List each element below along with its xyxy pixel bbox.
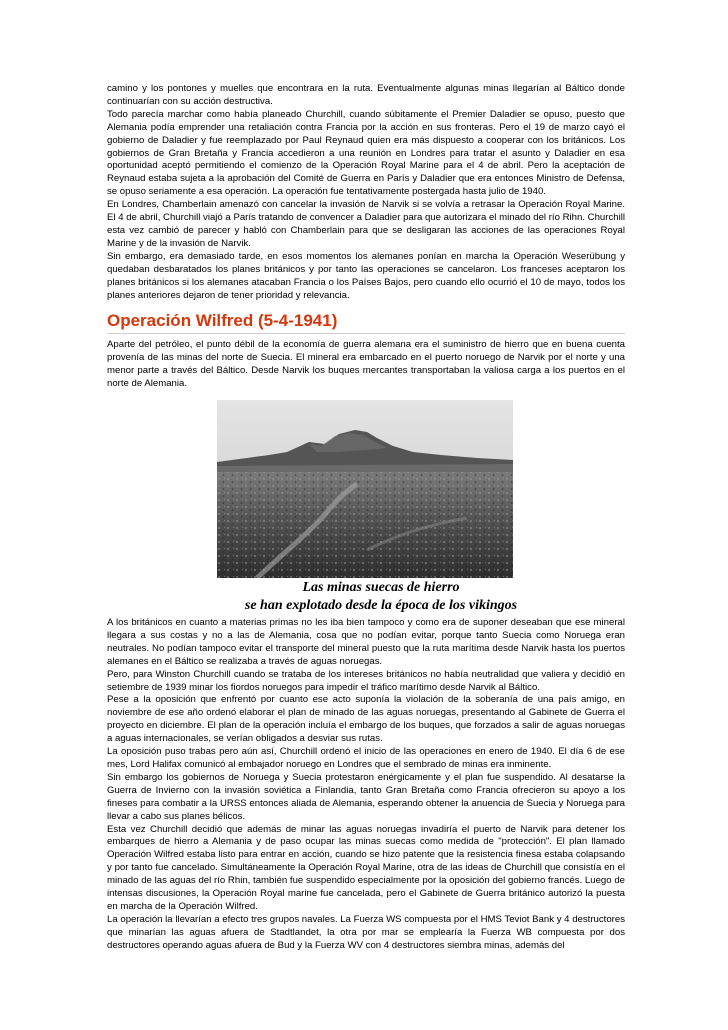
paragraph: En Londres, Chamberlain amenazó con cancelar la invasión de Narvik si se volvía a retrasar la Operación Royal Marine. El 4 de abril, Churchill viajó a París tratando de convencer a Daladier para que autorizara el minado del río Rihn. Churchill esta vez cambió de parecer y habló con Chamberlain para que se desligaran las acciones de las operaciones Royal Marine y de la invasión de Narvik. — [107, 199, 625, 249]
document-page — [107, 83, 625, 953]
mountain-landscape-photo — [217, 400, 513, 578]
figure — [107, 400, 625, 615]
top-text-block — [107, 83, 625, 302]
caption-line: se han explotado desde la época de los vikingos — [244, 598, 518, 614]
paragraph: La oposición puso trabas pero aún así, Churchill ordenó el inicio de las operaciones en enero de 1940. El día 6 de ese mes, Lord Halifax comunicó al embajador noruego en Londres que el sembrado de minas era inminente. — [107, 746, 625, 770]
figure-caption — [107, 579, 625, 615]
paragraph: camino y los pontones y muelles que encontrara en la ruta. Eventualmente algunas minas llegarían al Báltico donde continuarían con su acción destructiva. — [107, 83, 625, 107]
paragraph: Esta vez Churchill decidió que además de minar las aguas noruegas invadiría el puerto de Narvik para detener los embarques de hierro a Alemania y de paso ocupar las minas suecas como medida de "protección". El plan llamado Operación Wilfred estaba listo para entrar en acción, cuando se hizo patente que la resistencia finesa estaba colapsando y por tanto fue cancelado. Simultáneamente la Operación Royal Marine, otra de las ideas de Churchill que consistía en el minado de las aguas del río Rhin, también fue suspendido especialmente por la oposición del gobierno francés. Luego de intensas discusiones, la Operación Royal marine fue cancelada, pero el Gabinete de Guerra británico autorizó la puesta en marcha de la Operación Wilfred. — [107, 823, 625, 912]
paragraph: Todo parecía marchar como había planeado Churchill, cuando súbitamente el Premier Daladier se opuso, puesto que Alemania podía emprender una retaliación contra Francia por la acción en sus fronteras. Pero el 19 de marzo cayó el gobierno de Daladier y fue reemplazado por Paul Reynaud quien era más dispuesto a cooperar con los británicos. Los gobiernos de Gran Bretaña y Francia accedieron a una reunión en Londres para tratar el asunto y Daladier en esa oportunidad aceptó permitiendo el comienzo de la Operación Royal Marine para el 4 de abril. Pero la aceptación de Reynaud estaba sujeta a la aprobación del Comité de Guerra en París y Daladier que era entonces Ministro de Defensa, se opuso seriamente a esa operación. La operación fue tentativamente postergada hasta julio de 1940. — [107, 108, 625, 198]
paragraph: Sin embargo los gobiernos de Noruega y Suecia protestaron enérgicamente y el plan fue suspendido. Al desatarse la Guerra de Invierno con la invasión soviética a Finlandia, tanto Gran Bretaña como Francia ofrecieron su apoyo a los fineses para combatir a la URSS entonces aliada de Alemania, esperando obtener la anuencia de Suecia y Noruega para llevar a cabo sus planes bélicos. — [107, 771, 625, 822]
paragraph: Pero, para Winston Churchill cuando se trataba de los intereses británicos no había neutralidad que valiera y decidió en setiembre de 1939 minar los fiordos noruegos para impedir el tráfico marítimo desde Narvik al Báltico. — [107, 668, 625, 693]
paragraph: A los británicos en cuanto a materias primas no les iba bien tampoco y como era de suponer deseaban que ese mineral llegara a sus costas y no a las de Alemania, cosa que no podían evitar, porque tanto Suecia como Noruega eran neutrales. No podían tampoco evitar el transporte del mineral puesto que la ruta marítima desde Narvik hasta los puertos alemanes en el Báltico se realizaba a través de aguas noruegas. — [107, 617, 625, 667]
paragraph: Sin embargo, era demasiado tarde, en esos momentos los alemanes ponían en marcha la Operación Weserübung y quedaban desbaratados los planes británicos y por tanto las operaciones se cancelaron. Los franceses aceptaron los planes británicos si los alemanes atacaban Francia o los Países Bajos, pero cuando ello ocurrió el 10 de mayo, todos los planes anteriores dejaron de tener prioridad y relevancia. — [107, 250, 625, 301]
caption-line: Las minas suecas de hierro — [302, 580, 460, 596]
bottom-text-block — [107, 617, 625, 953]
paragraph: La operación la llevarían a efecto tres grupos navales. La Fuerza WS compuesta por el HMS Teviot Bank y 4 destructores que minarían las aguas afuera de Stadtlandet, la otra por mar se emplearía la Fuerza WB compuesta por dos destructores operando aguas afuera de Bud y la Fuerza WV con 4 destructores siembra minas, además del — [107, 913, 625, 951]
paragraph: Pese a la oposición que enfrentó por cuanto ese acto suponía la violación de la soberanía de una país amigo, en noviembre de ese año ordenó elaborar el plan de minado de las aguas noruegas, presentando al Gabinete de Guerra el proyecto en diciembre. El plan de la operación incluía el embargo de los buques, que forzados a salir de aguas noruegas a aguas internacionales, se verían obligados a desviar sus rutas. — [107, 694, 625, 745]
intro-paragraph: Aparte del petróleo, el punto débil de la economía de guerra alemana era el suministro de hierro que en buena cuenta provenía de las minas del norte de Suecia. El mineral era embarcado en el puerto noruego de Narvik por el norte y una menor parte a través del Báltico. Desde Narvik los buques mercantes transportaban la valiosa carga a los puertos en el norte de Alemania. — [107, 339, 625, 390]
section-heading: Operación Wilfred (5-4-1941) — [107, 311, 625, 334]
